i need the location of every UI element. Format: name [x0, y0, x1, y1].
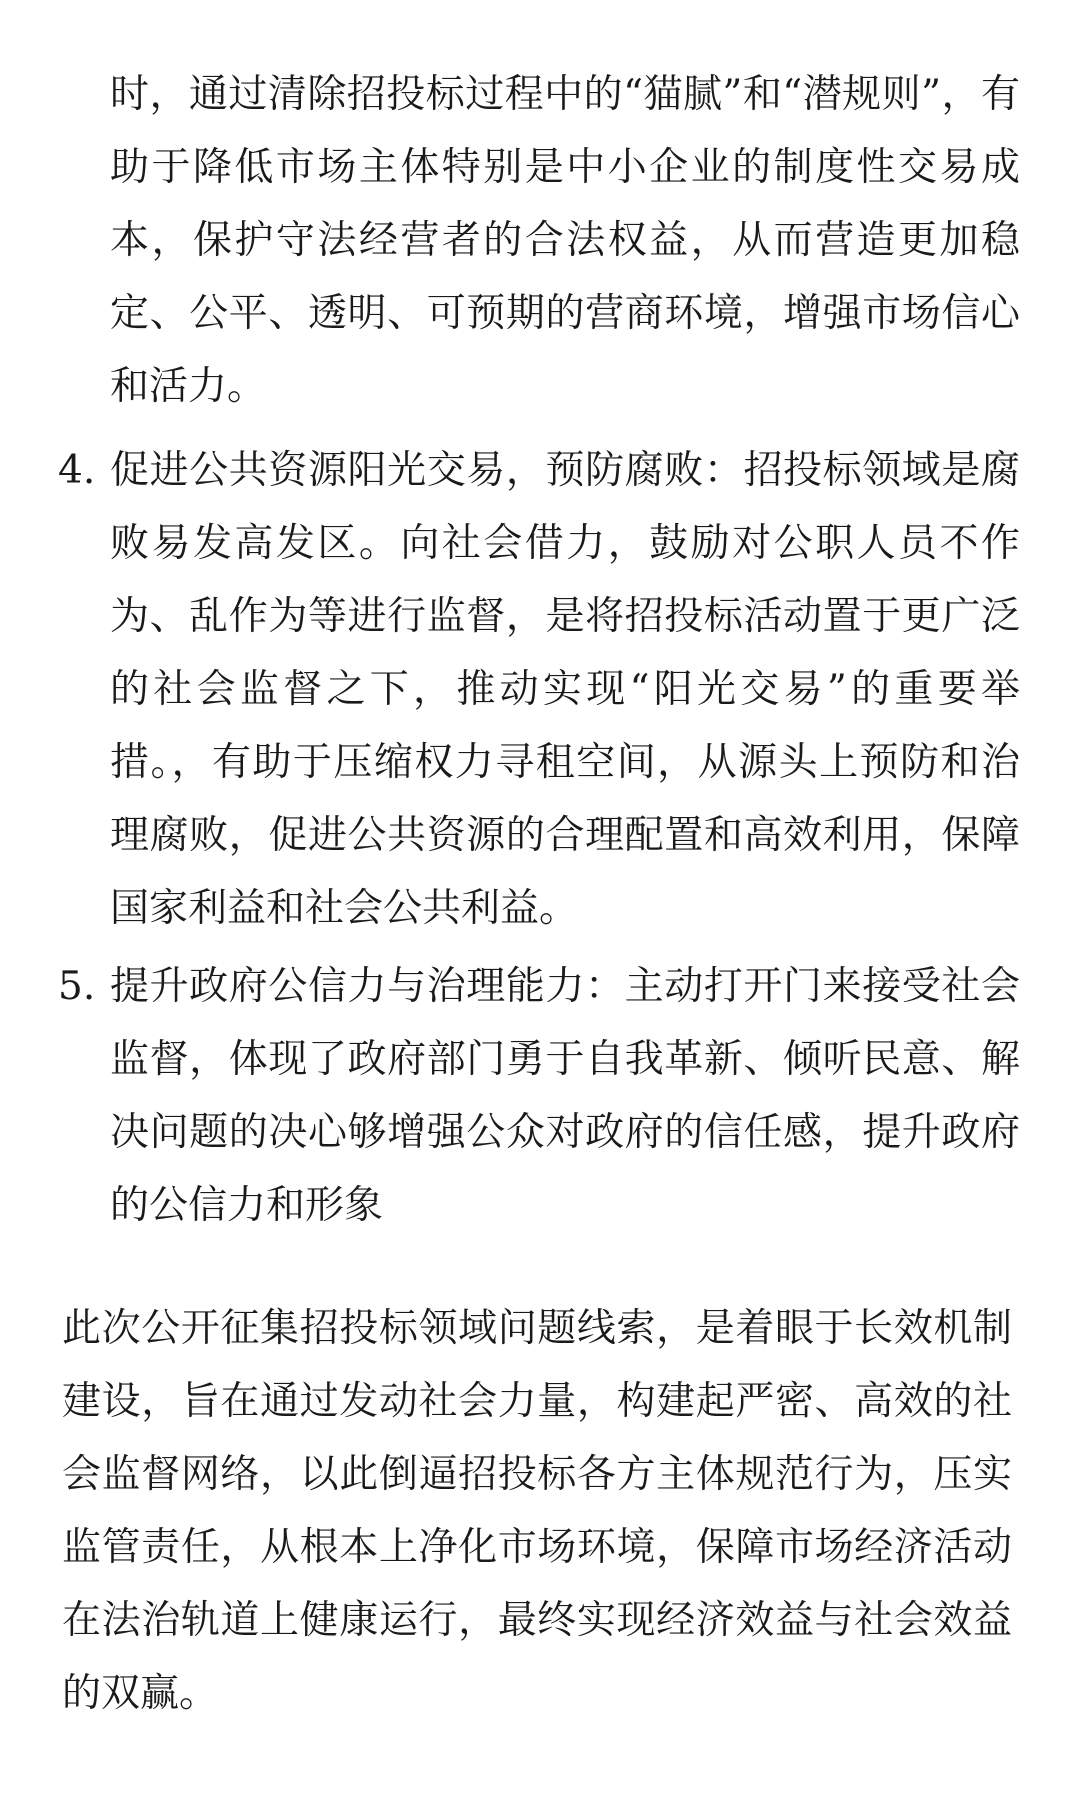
list-item-number-5: 5.: [58, 964, 96, 1009]
summary-paragraph: 此次公开征集招投标领域问题线索，是着眼于长效机制建设，旨在通过发动社会力量，构建起严密、高效的社会监督网络，以此倒逼招投标各方主体规范行为，压实监管责任，从根本上净化市场环境，保障市场经济活动在法治轨道上健康运行，最终实现经济效益与社会效益的双赢。: [62, 1306, 1012, 1716]
list-item-number-4: 4.: [58, 448, 96, 493]
list-item-3-continuation: 时，通过清除招投标过程中的“猫腻”和“潜规则”，有助于降低市场主体特别是中小企业的制度性交易成本，保护守法经营者的合法权益，从而营造更加稳定、公平、透明、可预期的营商环境，增强市场信心和活力。: [110, 72, 1020, 409]
list-item-5-text: 提升政府公信力与治理能力：主动打开门来接受社会监督，体现了政府部门勇于自我革新、倾听民意、解决问题的决心够增强公众对政府的信任感，提升政府的公信力和形象: [110, 964, 1020, 1228]
list-item-4-text: 促进公共资源阳光交易，预防腐败：招投标领域是腐败易发高发区。向社会借力，鼓励对公职人员不作为、乱作为等进行监督，是将招投标活动置于更广泛的社会监督之下，推动实现“阳光交易”的重要举措。，有助于压缩权力寻租空间，从源头上预防和治理腐败，促进公共资源的合理配置和高效利用，保障国家利益和社会公共利益。: [110, 448, 1020, 931]
